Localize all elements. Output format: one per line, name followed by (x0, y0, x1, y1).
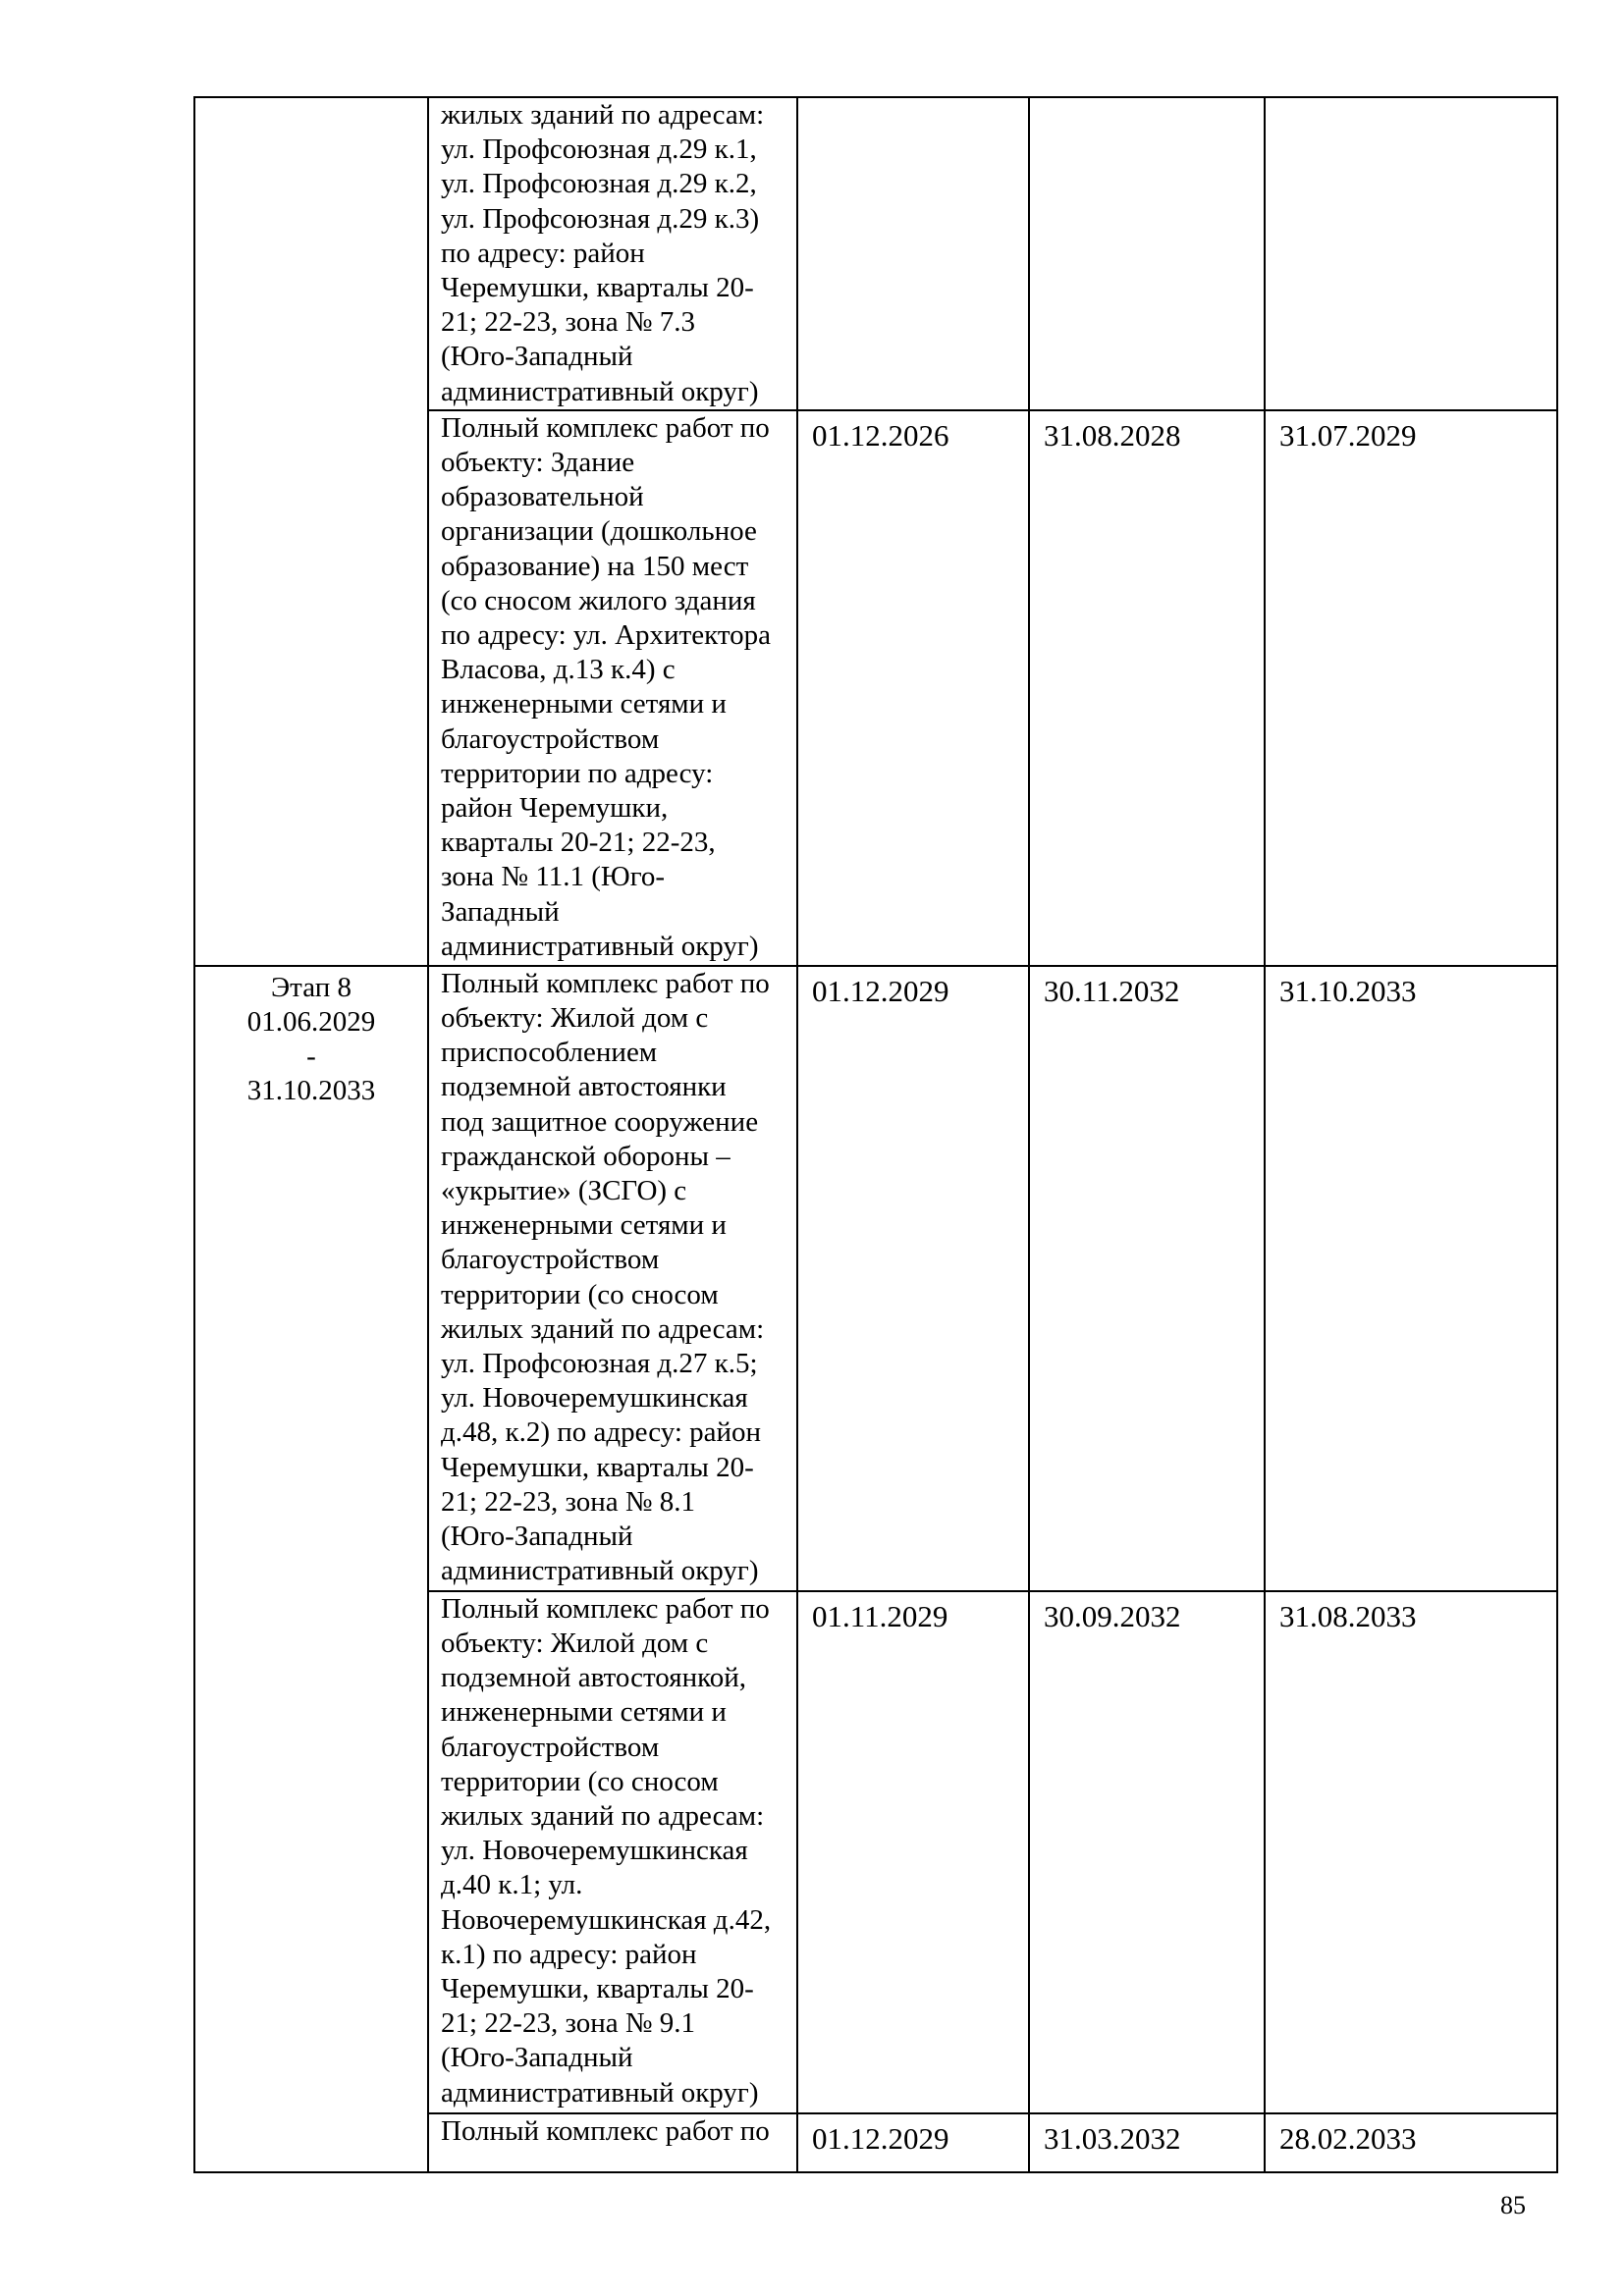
start-date-cell (797, 966, 1029, 1591)
start-date: 01.11.2029 (812, 1598, 948, 1633)
start-date-cell (797, 2113, 1029, 2172)
work-description: Полный комплекс работ по объекту: Здание образовательной организации (дошкольное образование) на 150 мест (со сносом жилого здания по адресу: ул. Архитектора Власова, д.13 к.4) с инженерными сетями и благоустройством территории по адресу: район Черемушки, кварталы 20-21; 22-23, зона № 11.1 (Юго- Западный административный округ) (441, 411, 771, 962)
work-description-cell (428, 2113, 797, 2172)
commissioning-date: 31.07.2029 (1279, 417, 1417, 453)
completion-date: 31.03.2032 (1044, 2120, 1181, 2156)
stage-start-date: 01.06.2029 (246, 1006, 376, 1039)
page-number: 85 (1500, 2191, 1526, 2219)
completion-date: 30.11.2032 (1044, 973, 1180, 1008)
commissioning-date: 31.10.2033 (1279, 973, 1417, 1008)
commissioning-date: 31.08.2033 (1279, 1598, 1417, 1633)
commissioning-date-cell (1265, 1591, 1557, 2113)
start-date-cell (797, 1591, 1029, 2113)
completion-date-cell (1029, 97, 1265, 410)
start-date: 01.12.2026 (812, 417, 949, 453)
commissioning-date (1266, 98, 1556, 104)
schedule-table (193, 96, 1558, 2173)
work-description-cell (428, 97, 797, 410)
work-description-cell (428, 1591, 797, 2113)
start-date (798, 98, 1028, 104)
commissioning-date-cell (1265, 2113, 1557, 2172)
work-description: жилых зданий по адресам: ул. Профсоюзная д.29 к.1, ул. Профсоюзная д.29 к.2, ул. Профсоюзная д.29 к.3) по адресу: район Черемушки, кварталы 20- 21; 22-23, зона № 7.3 (Юго-Западный административный округ) (441, 99, 765, 407)
completion-date: 30.09.2032 (1044, 1598, 1181, 1633)
work-description: Полный комплекс работ по объекту: Жилой дом с приспособлением подземной автостоянки под защитное сооружение гражданской обороны – «укрытие» (ЗСГО) с инженерными сетями и благоустройством территории (со сносом жилых зданий по адресам: ул. Профсоюзная д.27 к.5; ул. Новочеремушкинская д.48, к.2) по адресу: район Черемушки, кварталы 20- 21; 22-23, зона № 8.1 (Юго-Западный административный округ) (441, 967, 770, 1587)
table-row (194, 966, 1557, 1591)
completion-date (1030, 98, 1264, 104)
work-description: Полный комплекс работ по (441, 2114, 770, 2147)
stage-end-date: 31.10.2033 (246, 1075, 376, 1107)
stage-label: Этап 8 (271, 971, 352, 1003)
commissioning-date-cell (1265, 97, 1557, 410)
completion-date-cell (1029, 1591, 1265, 2113)
completion-date-cell (1029, 410, 1265, 966)
completion-date-cell (1029, 2113, 1265, 2172)
commissioning-date-cell (1265, 410, 1557, 966)
completion-date: 31.08.2028 (1044, 417, 1181, 453)
start-date: 01.12.2029 (812, 2120, 949, 2156)
stage-cell (194, 966, 428, 2172)
work-description-cell (428, 966, 797, 1591)
table-row (194, 97, 1557, 410)
stage-date-separator: - (306, 1041, 316, 1073)
start-date-cell (797, 97, 1029, 410)
start-date: 01.12.2029 (812, 973, 949, 1008)
stage-cell-empty (194, 97, 428, 966)
work-description-cell (428, 410, 797, 966)
completion-date-cell (1029, 966, 1265, 1591)
work-description: Полный комплекс работ по объекту: Жилой дом с подземной автостоянкой, инженерными сетями и благоустройством территории (со сносом жилых зданий по адресам: ул. Новочеремушкинская д.40 к.1; ул. Новочеремушкинская д.42, к.1) по адресу: район Черемушки, кварталы 20- 21; 22-23, зона № 9.1 (Юго-Западный административный округ) (441, 1592, 772, 2109)
commissioning-date-cell (1265, 966, 1557, 1591)
start-date-cell (797, 410, 1029, 966)
commissioning-date: 28.02.2033 (1279, 2120, 1417, 2156)
